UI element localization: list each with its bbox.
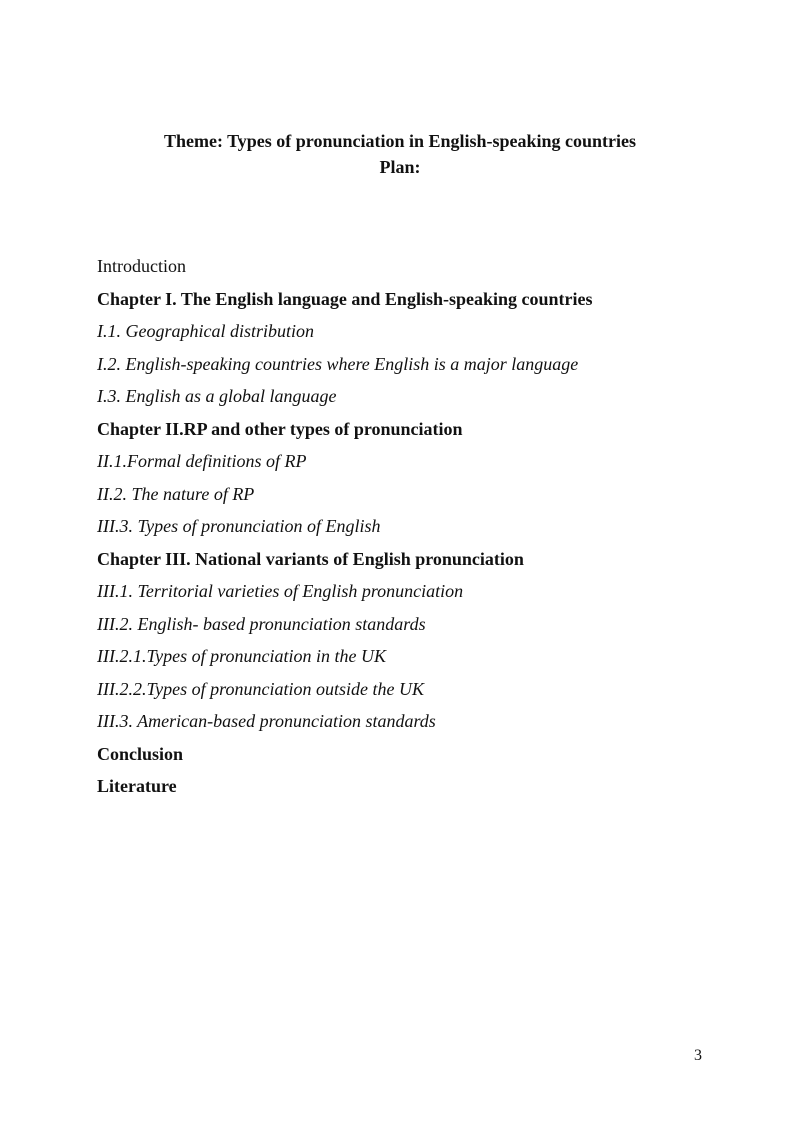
toc-chapter-heading: Chapter I. The English language and English-speaking countries xyxy=(97,288,593,309)
toc-subsection: I.1. Geographical distribution xyxy=(97,321,314,341)
toc-chapter-heading: Conclusion xyxy=(97,743,184,764)
toc-subsection: I.3. English as a global language xyxy=(97,386,337,406)
toc-subsection: III.2.2.Types of pronunciation outside the UK xyxy=(97,678,424,699)
page-number: 3 xyxy=(694,1047,702,1064)
toc-entry: Introduction xyxy=(97,256,186,276)
toc-subsection: III.3. American-based pronunciation standards xyxy=(97,711,436,731)
toc-chapter-heading: Chapter III. National variants of English pronunciation xyxy=(97,548,524,569)
toc-subsection: III.2. English- based pronunciation standards xyxy=(97,613,426,634)
toc-chapter-heading: Chapter II.RP and other types of pronunciation xyxy=(97,418,463,439)
theme-title: Theme: Types of pronunciation in English-speaking countries xyxy=(163,131,637,151)
toc-subsection: II.1.Formal definitions of RP xyxy=(97,451,307,471)
toc-subsection: III.1. Territorial varieties of English pronunciation xyxy=(97,581,464,601)
toc-subsection: III.3. Types of pronunciation of English xyxy=(97,516,381,536)
toc-chapter-heading: Literature xyxy=(97,776,177,796)
toc-subsection: III.2.1.Types of pronunciation in the UK xyxy=(97,646,386,666)
table-of-contents xyxy=(97,250,737,803)
plan-heading: Plan: xyxy=(379,157,421,177)
toc-subsection: I.2. English-speaking countries where English is a major language xyxy=(97,353,579,374)
toc-subsection: II.2. The nature of RP xyxy=(97,483,255,504)
title-block xyxy=(0,128,800,180)
